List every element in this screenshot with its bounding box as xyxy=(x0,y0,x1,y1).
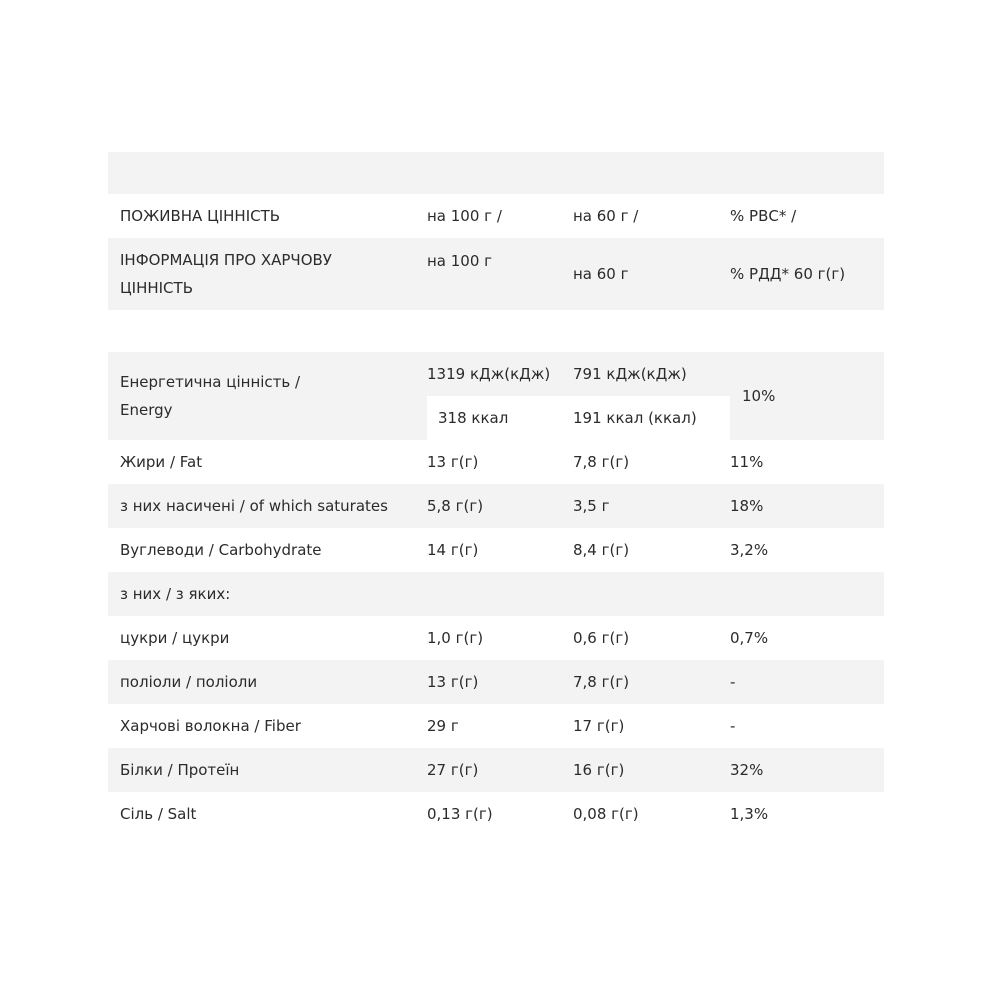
row-percent: 18% xyxy=(730,497,764,515)
table-row xyxy=(108,748,884,792)
header-info-title-line2: ЦІННІСТЬ xyxy=(120,279,193,297)
nutrition-table xyxy=(108,152,884,836)
table-row xyxy=(108,792,884,836)
row-per100: 27 г(г) xyxy=(427,761,479,779)
energy-label-line1: Енергетична цінність / xyxy=(120,373,301,391)
header-rdd: % РДД* 60 г(г) xyxy=(730,265,846,283)
row-per100: 13 г(г) xyxy=(427,453,479,471)
header-row-1 xyxy=(108,194,884,238)
row-percent: 11% xyxy=(730,453,764,471)
energy-kcal-100: 318 ккал xyxy=(438,409,509,427)
table-row xyxy=(108,484,884,528)
row-per60: 8,4 г(г) xyxy=(573,541,630,559)
energy-kj-row xyxy=(427,352,730,396)
row-per60: 0,6 г(г) xyxy=(573,629,630,647)
table-top-spacer xyxy=(108,152,884,194)
row-name: поліоли / поліоли xyxy=(120,673,258,691)
energy-kj-60: 791 кДж(кДж) xyxy=(573,365,687,383)
row-per100: 29 г xyxy=(427,717,459,735)
row-name: Білки / Протеїн xyxy=(120,761,240,779)
energy-percent xyxy=(730,352,884,440)
header-per100-alt: на 100 г xyxy=(427,252,493,270)
table-row xyxy=(108,616,884,660)
energy-kcal-row xyxy=(427,396,730,440)
row-name: Вуглеводи / Carbohydrate xyxy=(120,541,322,559)
row-percent: 1,3% xyxy=(730,805,769,823)
row-percent: - xyxy=(730,717,736,735)
energy-label-line2: Energy xyxy=(120,401,173,419)
row-per60: 7,8 г(г) xyxy=(573,673,630,691)
energy-label xyxy=(108,352,427,440)
row-per60: 0,08 г(г) xyxy=(573,805,639,823)
row-per100: 0,13 г(г) xyxy=(427,805,493,823)
row-percent: 32% xyxy=(730,761,764,779)
table-row xyxy=(108,572,884,616)
table-row xyxy=(108,660,884,704)
header-info-title xyxy=(108,246,427,302)
row-per60: 7,8 г(г) xyxy=(573,453,630,471)
row-per60: 16 г(г) xyxy=(573,761,625,779)
header-percent: % РВС* / xyxy=(730,207,797,225)
energy-percent-value: 10% xyxy=(742,387,776,405)
row-per60: 17 г(г) xyxy=(573,717,625,735)
table-row xyxy=(108,528,884,572)
energy-kcal-60: 191 ккал (ккал) xyxy=(573,409,697,427)
table-row xyxy=(108,440,884,484)
row-per100: 5,8 г(г) xyxy=(427,497,484,515)
header-per100: на 100 г / xyxy=(427,207,502,225)
table-row xyxy=(108,704,884,748)
row-name: цукри / цукри xyxy=(120,629,230,647)
row-percent: 3,2% xyxy=(730,541,769,559)
header-info-title-line1: ІНФОРМАЦІЯ ПРО ХАРЧОВУ xyxy=(120,251,332,269)
energy-kj-100: 1319 кДж(кДж) xyxy=(427,365,551,383)
row-per100: 13 г(г) xyxy=(427,673,479,691)
row-per100: 14 г(г) xyxy=(427,541,479,559)
row-name: Жири / Fat xyxy=(120,453,203,471)
header-row-2 xyxy=(108,238,884,310)
row-per60: 3,5 г xyxy=(573,497,610,515)
row-percent: - xyxy=(730,673,736,691)
row-per100: 1,0 г(г) xyxy=(427,629,484,647)
table-gap xyxy=(108,310,884,352)
energy-values xyxy=(427,352,730,440)
row-name: Харчові волокна / Fiber xyxy=(120,717,301,735)
header-nutrition-title: ПОЖИВНА ЦІННІСТЬ xyxy=(120,207,281,225)
row-name: з них насичені / of which saturates xyxy=(120,497,388,515)
header-per60-alt: на 60 г xyxy=(573,265,629,283)
row-name: з них / з яких: xyxy=(120,585,231,603)
header-per60: на 60 г / xyxy=(573,207,639,225)
row-percent: 0,7% xyxy=(730,629,769,647)
energy-row xyxy=(108,352,884,440)
row-name: Сіль / Salt xyxy=(120,805,197,823)
